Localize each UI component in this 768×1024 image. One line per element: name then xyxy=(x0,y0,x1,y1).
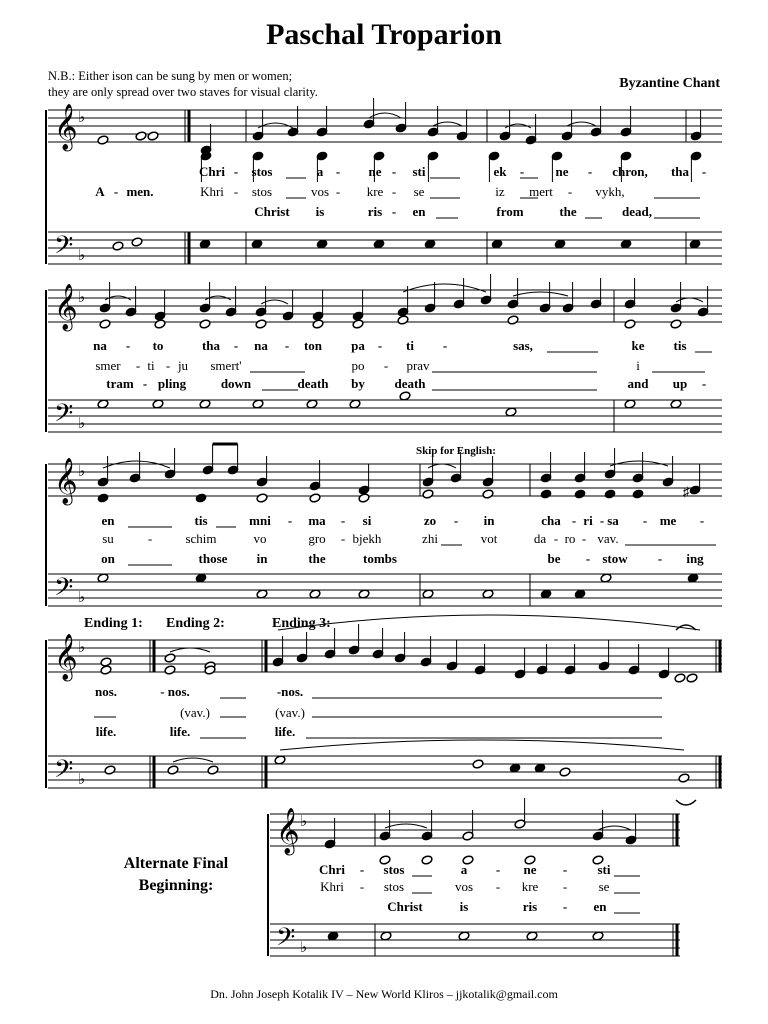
note-head xyxy=(100,665,112,675)
lyric-syllable: - xyxy=(287,513,293,528)
lyric-syllable: - xyxy=(699,513,705,528)
lyric-syllable: en xyxy=(101,513,115,528)
lyric-syllable: Khri xyxy=(200,184,224,199)
lyric-syllable: i xyxy=(636,358,640,373)
lyric-syllable: ne xyxy=(523,862,537,877)
lyric-syllable: - xyxy=(233,184,239,199)
slur xyxy=(513,292,568,296)
note-head xyxy=(147,131,159,141)
lyric-syllable: vav. xyxy=(597,531,619,546)
ending-2-label: Ending 2: xyxy=(166,616,225,631)
lyric-syllable: - xyxy=(233,338,239,353)
note-head xyxy=(632,489,644,499)
lyric-syllable: sti xyxy=(597,862,611,877)
lyric-syllable: (vav.) xyxy=(275,705,305,720)
lyric-syllable: - xyxy=(701,376,707,391)
lyric-syllable: tram xyxy=(106,376,134,391)
lyric-syllable: vykh, xyxy=(595,184,625,199)
lyric-syllable: stos xyxy=(383,862,405,877)
note-head xyxy=(670,319,682,329)
note-head xyxy=(674,673,686,683)
lyric-syllable: from xyxy=(496,204,524,219)
lyric-syllable: gro xyxy=(308,531,326,546)
lyric-syllable: - xyxy=(701,164,707,179)
lyric-syllable: in xyxy=(256,551,268,566)
note-head xyxy=(507,315,519,325)
lyric-syllable: ke xyxy=(631,338,645,353)
bass-clef: 𝄢 xyxy=(276,924,296,957)
note-head xyxy=(422,489,434,499)
note-head xyxy=(604,489,616,499)
lyric-syllable: - xyxy=(335,164,341,179)
lyric-syllable: down xyxy=(220,376,252,391)
note-head xyxy=(574,489,586,499)
lyric-syllable: - xyxy=(340,531,346,546)
lyric-syllable: bjekh xyxy=(352,531,382,546)
lyric-syllable: - xyxy=(335,184,341,199)
lyric-syllable: tombs xyxy=(363,551,397,566)
flat-key-signature: ♭ xyxy=(78,110,86,126)
note-head xyxy=(112,241,124,251)
lyric-syllable: ton xyxy=(303,338,323,353)
lyric-syllable: is xyxy=(459,899,469,914)
flat-key-signature: ♭ xyxy=(78,640,86,656)
note-head xyxy=(167,765,179,775)
note-head xyxy=(559,767,571,777)
note-head xyxy=(397,315,409,325)
lyric-syllable: - xyxy=(642,513,648,528)
lyric-syllable: mert xyxy=(529,184,553,199)
note-head xyxy=(312,319,324,329)
lyric-syllable: those xyxy=(198,551,228,566)
bass-clef: 𝄢 xyxy=(54,756,74,789)
slur xyxy=(261,300,288,304)
lyric-syllable: chron, xyxy=(612,164,648,179)
lyric-syllable: ne xyxy=(368,164,382,179)
note-head xyxy=(472,759,484,769)
lyric-syllable: - xyxy=(340,513,346,528)
lyric-syllable: tha xyxy=(201,338,221,353)
lyric-syllable: - xyxy=(359,879,365,894)
lyric-syllable: death xyxy=(394,376,426,391)
note-head xyxy=(482,489,494,499)
lyric-syllable: - xyxy=(567,184,573,199)
alternate-label-line-1: Alternate Final xyxy=(123,855,229,872)
lyric-syllable: a xyxy=(460,862,468,877)
flat-key-signature: ♭ xyxy=(78,416,86,432)
slur xyxy=(385,824,427,828)
bass-clef: 𝄢 xyxy=(54,400,74,433)
lyric-syllable: kre xyxy=(521,879,539,894)
lyric-syllable: si xyxy=(362,513,372,528)
note-line-2: they are only spread over two staves for visual clarity. xyxy=(48,85,318,99)
note-head xyxy=(199,319,211,329)
lyric-syllable: ris xyxy=(367,204,383,219)
lyric-syllable: - xyxy=(113,184,119,199)
lyric-syllable: - xyxy=(233,164,239,179)
lyric-syllable: stos xyxy=(251,184,273,199)
slur xyxy=(278,615,700,630)
lyric-syllable: se xyxy=(598,879,610,894)
note-head xyxy=(164,665,176,675)
lyric-syllable: Khri xyxy=(320,879,344,894)
lyric-syllable: - xyxy=(125,338,131,353)
note-head xyxy=(624,319,636,329)
lyric-syllable: vo xyxy=(253,531,267,546)
lyric-syllable: - xyxy=(284,338,290,353)
note-head xyxy=(207,765,219,775)
ending-1-label: Ending 1: xyxy=(84,616,143,631)
lyric-syllable: ro xyxy=(564,531,576,546)
lyric-syllable: life. xyxy=(95,724,117,739)
note-head xyxy=(164,653,176,663)
lyric-syllable: - xyxy=(391,204,397,219)
lyric-syllable: vot xyxy=(480,531,498,546)
lyric-syllable: se xyxy=(413,184,425,199)
lyric-syllable: - xyxy=(581,531,587,546)
lyric-syllable: ti xyxy=(406,338,414,353)
note-head xyxy=(352,319,364,329)
lyric-syllable: ek xyxy=(493,164,507,179)
lyric-syllable: - xyxy=(562,862,568,877)
footer: Dn. John Joseph Kotalik IV – New World Kliros – jjkotalik@gmail.com xyxy=(210,987,558,1001)
lyric-syllable: - xyxy=(553,531,559,546)
lyric-syllable: smert' xyxy=(210,358,242,373)
lyric-syllable: life. xyxy=(274,724,296,739)
lyric-syllable: da xyxy=(533,531,547,546)
lyric-syllable: Chri xyxy=(319,862,345,877)
lyric-syllable: - xyxy=(359,862,365,877)
slur xyxy=(280,740,684,750)
note-head xyxy=(99,319,111,329)
lyric-syllable: - xyxy=(383,358,389,373)
lyric-syllable: iz xyxy=(495,184,505,199)
flat-key-signature: ♭ xyxy=(78,464,86,480)
ending-3-label: Ending 3: xyxy=(272,616,331,631)
lyric-syllable: and xyxy=(627,376,649,391)
lyric-syllable: ma xyxy=(308,513,326,528)
lyric-syllable: -nos. xyxy=(276,684,304,699)
lyric-syllable: to xyxy=(152,338,164,353)
lyric-syllable: pa xyxy=(351,338,365,353)
lyric-syllable: cha xyxy=(541,513,561,528)
lyric-syllable: by xyxy=(351,376,365,391)
lyric-syllable: is xyxy=(315,204,325,219)
lyric-syllable: the xyxy=(559,204,577,219)
lyric-syllable: on xyxy=(101,551,115,566)
lyric-syllable: ti xyxy=(147,358,155,373)
lyric-syllable: schim xyxy=(185,531,217,546)
lyric-syllable: ri xyxy=(583,513,593,528)
treble-clef: 𝄞 xyxy=(54,458,78,503)
note-head xyxy=(97,135,109,145)
flat-key-signature: ♭ xyxy=(78,248,86,264)
note-head xyxy=(309,493,321,503)
bass-clef: 𝄢 xyxy=(54,574,74,607)
treble-clef: 𝄞 xyxy=(54,284,78,329)
lyric-syllable: - xyxy=(142,376,148,391)
lyric-syllable: up xyxy=(672,376,688,391)
page-title: Paschal Troparion xyxy=(266,18,502,51)
lyric-syllable: tis xyxy=(673,338,687,353)
lyric-syllable: men. xyxy=(126,184,154,199)
note-line-1: N.B.: Either ison can be sung by men or women; xyxy=(48,69,293,83)
lyric-syllable: na xyxy=(254,338,268,353)
lyric-syllable: prav xyxy=(406,358,430,373)
lyric-syllable: be xyxy=(547,551,561,566)
flat-key-signature: ♭ xyxy=(78,290,86,306)
note-head xyxy=(421,855,433,865)
note-head xyxy=(195,493,207,503)
flat-key-signature: ♭ xyxy=(78,772,86,788)
flat-key-signature: ♭ xyxy=(78,590,86,606)
lyric-syllable: - xyxy=(377,338,383,353)
lyric-syllable: - xyxy=(562,879,568,894)
lyric-syllable: - xyxy=(147,531,153,546)
lyric-syllable: ris xyxy=(522,899,538,914)
lyric-syllable: smer xyxy=(95,358,121,373)
lyric-syllable: a xyxy=(316,164,324,179)
lyric-syllable: Chri xyxy=(199,164,225,179)
lyric-syllable: - xyxy=(391,164,397,179)
lyric-syllable: stos xyxy=(251,164,273,179)
lyric-syllable: vos xyxy=(310,184,330,199)
bass-clef: 𝄢 xyxy=(54,232,74,265)
lyric-syllable: - xyxy=(135,358,141,373)
note-head xyxy=(135,131,147,141)
lyric-syllable: su xyxy=(102,531,114,546)
lyric-syllable: zo xyxy=(423,513,437,528)
note-head xyxy=(686,673,698,683)
lyric-syllable: pling xyxy=(157,376,187,391)
lyric-syllable: stos xyxy=(383,879,405,894)
lyric-syllable: - xyxy=(495,862,501,877)
note-head xyxy=(256,493,268,503)
slur xyxy=(173,758,213,762)
lyric-syllable: tha xyxy=(670,164,690,179)
treble-clef: 𝄞 xyxy=(276,808,300,853)
lyric-syllable: sas, xyxy=(513,338,533,353)
lyric-syllable: ne xyxy=(555,164,569,179)
lyric-syllable: stow xyxy=(602,551,628,566)
sharp-sign: ♯ xyxy=(683,484,690,499)
lyric-syllable: tis xyxy=(194,513,208,528)
lyric-syllable: - xyxy=(453,513,459,528)
lyric-syllable: - xyxy=(571,513,577,528)
lyric-syllable: Christ xyxy=(254,204,290,219)
lyric-syllable: - xyxy=(519,164,525,179)
lyric-syllable: me xyxy=(659,513,677,528)
lyric-syllable: ing xyxy=(686,551,704,566)
lyric-syllable: dead, xyxy=(622,204,652,219)
lyric-syllable: ju xyxy=(177,358,189,373)
fermata xyxy=(676,800,696,805)
lyric-syllable: sti xyxy=(412,164,426,179)
lyric-syllable: - xyxy=(587,164,593,179)
note-head xyxy=(97,493,109,503)
lyric-syllable: vos xyxy=(454,879,474,894)
attribution: Byzantine Chant xyxy=(619,76,720,91)
note-head xyxy=(358,493,370,503)
flat-key-signature: ♭ xyxy=(300,940,308,956)
slur xyxy=(676,298,703,302)
alternate-label-line-2: Beginning: xyxy=(138,877,214,894)
lyric-syllable: sa xyxy=(607,513,619,528)
lyric-syllable: en xyxy=(593,899,607,914)
lyric-syllable: life. xyxy=(169,724,191,739)
skip-label: Skip for English: xyxy=(416,445,496,457)
lyric-syllable: zhi xyxy=(422,531,438,546)
lyric-syllable: en xyxy=(412,204,426,219)
lyric-syllable: the xyxy=(308,551,326,566)
lyric-syllable: mni xyxy=(249,513,271,528)
lyric-syllable: (vav.) xyxy=(180,705,210,720)
treble-clef: 𝄞 xyxy=(54,634,78,679)
lyric-syllable: - xyxy=(585,551,591,566)
note-head xyxy=(540,489,552,499)
treble-clef: 𝄞 xyxy=(54,104,78,149)
lyric-syllable: - xyxy=(657,551,663,566)
note-head xyxy=(678,773,690,783)
slur xyxy=(170,648,210,652)
lyric-syllable: in xyxy=(483,513,495,528)
slur xyxy=(403,284,486,292)
lyric-syllable: nos. xyxy=(94,684,118,699)
lyric-syllable: - xyxy=(599,513,605,528)
lyric-syllable: na xyxy=(93,338,107,353)
lyric-syllable: - nos. xyxy=(160,684,190,699)
lyric-syllable: - xyxy=(495,879,501,894)
lyric-syllable: Christ xyxy=(387,899,423,914)
lyric-syllable: - xyxy=(442,338,448,353)
lyric-syllable: A xyxy=(95,184,105,199)
lyric-syllable: - xyxy=(391,184,397,199)
note-head xyxy=(131,237,143,247)
lyric-syllable: kre xyxy=(366,184,384,199)
note-head xyxy=(255,319,267,329)
lyric-syllable: po xyxy=(351,358,365,373)
lyric-syllable: death xyxy=(297,376,329,391)
note-head xyxy=(104,765,116,775)
note-head xyxy=(154,319,166,329)
flat-key-signature: ♭ xyxy=(300,814,308,830)
lyric-syllable: - xyxy=(165,358,171,373)
lyric-syllable: - xyxy=(562,899,568,914)
